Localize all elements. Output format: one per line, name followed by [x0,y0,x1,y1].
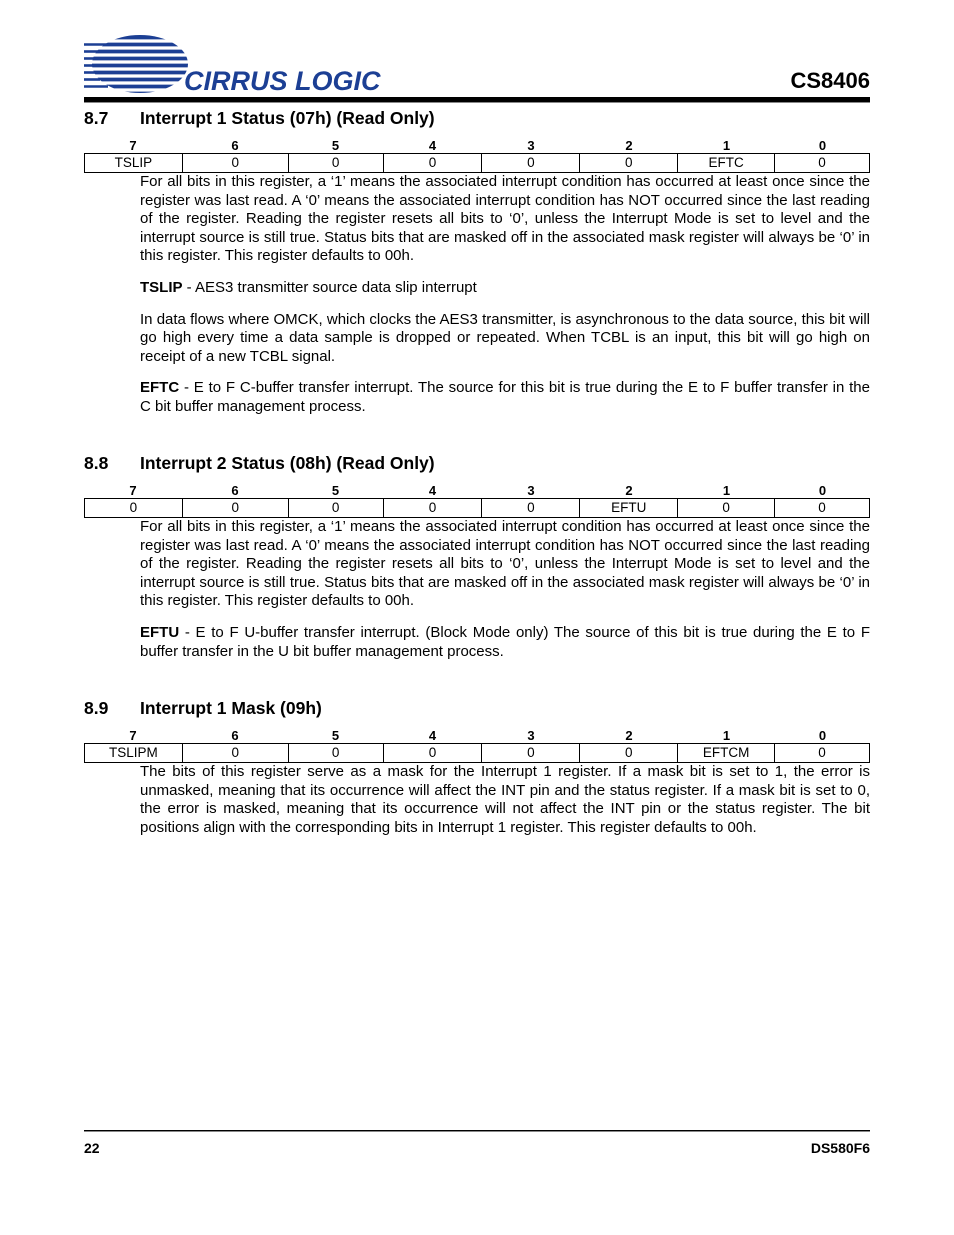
bit-number: 0 [818,483,827,498]
bit-number: 6 [231,728,239,743]
field-text: - E to F C-buffer transfer interrupt. The source for this bit is true during the E to F buffer transfer in the C bit buffer management process. [140,379,870,415]
section-number: 8.8 [84,453,109,473]
bit-number: 1 [722,483,731,498]
section-body [140,173,870,417]
bit-number: 2 [625,728,633,743]
bit-cell: 0 [289,154,384,172]
bit-number: 7 [129,483,137,498]
bit-cell: 0 [384,154,483,172]
bit-cell: EFTCM [678,744,775,762]
bit-number: 7 [129,728,137,743]
register-table [84,483,870,518]
bit-number: 5 [331,728,340,743]
field-detail-paragraph: In data flows where OMCK, which clocks the AES3 transmitter, is asynchronous to the data source, this bit will go high every time a data sample is dropped or repeated. When TCBL is an input, this bit will go high on receipt of a new TCBL signal. [140,310,870,365]
page-number: 22 [84,1140,100,1156]
bit-number: 5 [331,483,340,498]
bit-cell: 0 [85,499,183,517]
bit-values-row [84,498,870,518]
bit-number: 0 [818,728,827,743]
bit-cell: 0 [678,499,775,517]
register-table [84,728,870,763]
bit-cell: TSLIP [85,154,183,172]
section-heading [84,697,870,719]
bit-cell: 0 [775,154,870,172]
field-description [140,624,870,661]
bit-cell: 0 [580,744,678,762]
bit-cell: 0 [482,499,580,517]
section-title: Interrupt 1 Status (07h) (Read Only) [140,108,435,128]
bit-numbers-row [84,138,870,153]
bit-cell: 0 [289,744,384,762]
bit-number: 2 [625,483,633,498]
bit-number: 6 [231,483,239,498]
bit-values-row [84,743,870,763]
bit-number: 7 [129,138,137,153]
section-heading [84,452,870,474]
field-name: EFTC [140,379,180,397]
bit-cell: EFTC [678,154,775,172]
bit-number: 3 [527,483,535,498]
bit-cell: 0 [183,154,289,172]
bit-cell: TSLIPM [85,744,183,762]
bit-numbers-row [84,728,870,743]
bit-cell: 0 [289,499,384,517]
section-8-9 [84,697,870,837]
bit-number: 3 [527,138,535,153]
bit-number: 2 [625,138,633,153]
part-number: CS8406 [790,68,870,93]
intro-paragraph: For all bits in this register, a ‘1’ means the associated interrupt condition has occurred at least once since the register was last read. A ‘0’ means the associated interrupt condition has NOT occurred since the last reading of the register. Reading the register resets all bits to ‘0’, unless the Interrupt Mode is set to level and the interrupt source is still true. Status bits that are masked off in the associated mask register will always be ‘0’ in this register. This register defaults to 00h. [140,518,870,610]
section-number: 8.9 [84,698,109,718]
field-description [140,279,870,298]
field-name: EFTU [140,623,180,641]
bit-number: 3 [527,728,535,743]
bit-cell: 0 [183,499,289,517]
field-description [140,379,870,416]
intro-paragraph: For all bits in this register, a ‘1’ means the associated interrupt condition has occurred at least once since the register was last read. A ‘0’ means the associated interrupt condition has NOT occurred since the last reading of the register. Reading the register resets all bits to ‘0’, unless the Interrupt Mode is set to level and the interrupt source is still true. Status bits that are masked off in the associated mask register will always be ‘0’ in this register. This register defaults to 00h. [140,173,870,265]
bit-number: 6 [231,138,239,153]
bit-cell: 0 [775,744,870,762]
bit-number: 4 [428,483,437,498]
bit-cell: 0 [775,499,870,517]
field-text: - AES3 transmitter source data slip interrupt [182,278,477,296]
intro-paragraph: The bits of this register serve as a mask for the Interrupt 1 register. If a mask bit is set to 1, the error is unmasked, meaning that its occurrence will affect the INT pin and the status register. If a mask bit is set to 0, the error is masked, meaning that its occurrence will not affect the INT pin or the status register. The bit positions align with the corresponding bits in Interrupt 1 register. This register defaults to 00h. [140,763,870,836]
section-8-8 [84,452,870,661]
section-body [140,763,870,837]
bit-cell: 0 [384,499,483,517]
cirrus-logic-logo [84,34,381,98]
logo-wordmark: CIRRUS LOGIC [184,66,381,96]
bit-number: 4 [428,138,437,153]
section-body [140,518,870,661]
document-id: DS580F6 [810,1140,870,1156]
bit-numbers-row [84,483,870,498]
section-title: Interrupt 2 Status (08h) (Read Only) [140,453,435,473]
bit-number: 0 [818,138,827,153]
section-heading [84,107,870,129]
field-name: TSLIP [140,278,183,296]
bit-number: 5 [331,138,340,153]
bit-cell: 0 [482,154,580,172]
bit-number: 4 [428,728,437,743]
footer-rule [84,1130,870,1132]
bit-cell: 0 [183,744,289,762]
section-8-7 [84,107,870,417]
bit-cell: 0 [482,744,580,762]
bit-values-row [84,153,870,173]
section-title: Interrupt 1 Mask (09h) [140,698,322,718]
bit-cell: EFTU [580,499,678,517]
bit-number: 1 [722,728,731,743]
bit-cell: 0 [580,154,678,172]
bit-number: 1 [722,138,731,153]
section-number: 8.7 [84,108,109,128]
field-text: - E to F U-buffer transfer interrupt. (Block Mode only) The source of this bit is true during the E to F buffer transfer in the U bit buffer management process. [140,623,870,660]
bit-cell: 0 [384,744,483,762]
header-rule [84,97,870,103]
register-table [84,138,870,173]
